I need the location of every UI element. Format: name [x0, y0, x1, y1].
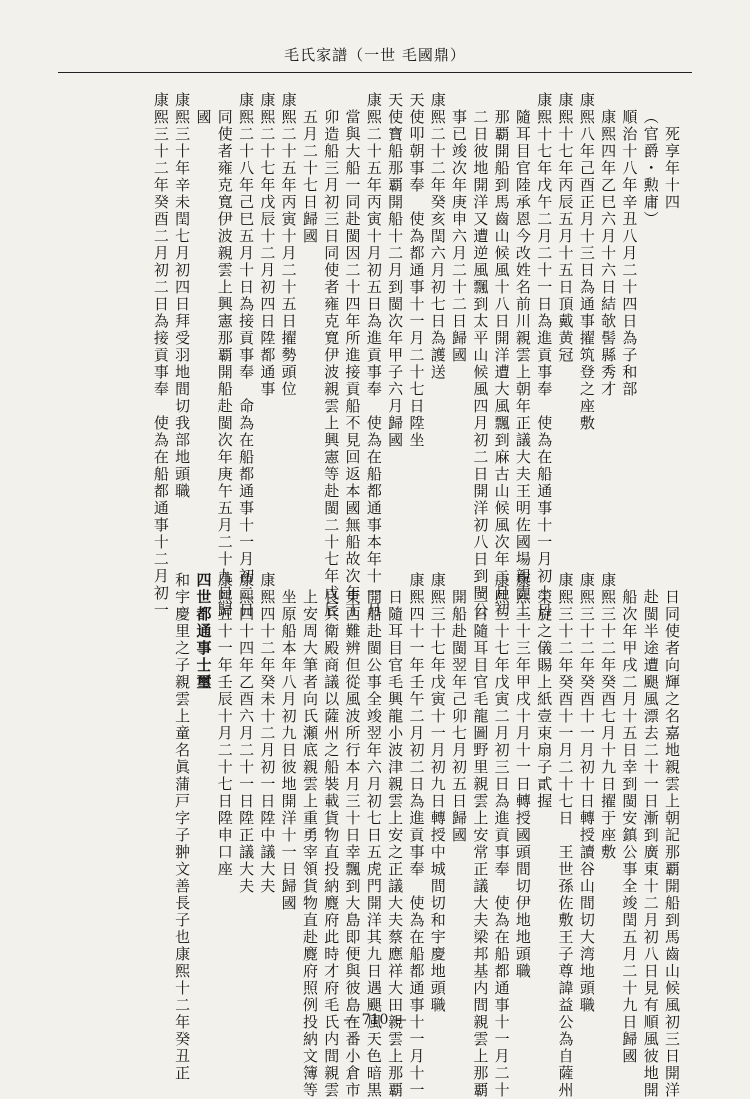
text-line: 東西難辨但從風波所行本月三十日幸飄到大島即便與彼島在番小倉市 — [343, 589, 362, 1099]
text-line: 日同使者向輝之名嘉地親雲上朝記那覇開船到馬齒山候風初三日開洋 — [663, 589, 681, 1099]
text-line: 上安周大筆者向氏瀬底親雲上重勇宰領貨物直赴麑府照例投納文簿等 — [300, 589, 319, 1099]
text-line: 事已竣次年庚申六月二十二日歸國 — [450, 109, 469, 364]
text-line: 坐原船本年八月初九日彼地開洋十一日歸國 — [279, 589, 298, 912]
text-line: 赴閩半途遭颶風漂去二十一日漸到廣東十二月初八日見有順風彼地開 — [641, 589, 660, 1099]
text-line: 康熙三十年辛未閏七月初四日拜受羽地間切我部地頭職 — [173, 92, 192, 500]
text-line: 良兵衛殿商議以薩州之船裝載貨物直投納麑府此時才府毛氏内間親雲 — [322, 589, 341, 1099]
text-line: 康熙四十四年乙酉六月二十一日陞正議大夫 — [237, 572, 256, 895]
text-line: 天使寶船那覇開船十二月到閩次年甲子六月歸國 — [386, 92, 405, 449]
top-text-block — [150, 92, 682, 619]
text-line: 康熙三十二年癸酉二月初二日為接貢事奉 使為在船都通事十二月初一 — [151, 92, 170, 619]
text-line: 隨耳目官陸承恩今改姓名前川親雲上朝年正議大夫王明佐國場親雲上 — [513, 109, 532, 619]
text-line: 二日隨耳目官毛龍圖野里親雲上安常正議大夫梁邦基内間親雲上那覇 — [471, 589, 490, 1099]
page-number: — 710 — — [343, 1012, 407, 1028]
text-line: 同使者雍克寬伊波親雲上興憲那覇開船赴閩次年庚午五月二十九日歸 — [215, 109, 234, 619]
text-line: 康熙八年己酉正月十三日為通事擢筑登之座敷 — [577, 92, 596, 432]
text-line: 康熙二十五年丙寅十月初五日為進貢事奉 使為在船都通事本年十一月 — [364, 92, 383, 619]
text-line: 康熙二十五年丙寅十月二十五日擢勢頭位 — [279, 92, 298, 398]
text-line: 康熙十七年丙辰五月十五日頂戴黄冠 — [556, 92, 575, 364]
text-line: 開船赴閩翌年己卯七月初五日歸國 — [450, 589, 469, 844]
text-line: （官爵・勲庸） — [641, 109, 660, 228]
text-line: 船次年甲戌二月十五日幸到閩安鎮公事全竣閏五月二十九日歸國 — [620, 589, 639, 1065]
text-line: 卯造船三月初三日同使者雍克寬伊波親雲上興憲等赴閩二十七年戊辰 — [322, 109, 341, 619]
text-line: 二日彼地開洋又遭逆風飄到太平山候風四月初二日開洋初八日到閩公 — [471, 109, 490, 619]
text-line: 開船赴閩公事全竣翌年六月初七日五虎門開洋其九日遇颶風天色暗黒 — [364, 589, 383, 1099]
text-line: 康熙二十七年戊辰十二月初四日陞都通事 — [258, 92, 277, 398]
header-divider — [58, 72, 692, 73]
text-line: 國 — [194, 109, 213, 126]
text-line: 康熙四年乙巳六月十六日結欹髻縣秀才 — [599, 109, 618, 398]
text-line: 死享年十四 — [663, 126, 681, 211]
text-line: 康熙三十七年戊寅十一月初九日轉授中城間切和宇慶地頭職 — [428, 572, 447, 1014]
text-line: 康熙十七年戊午二月二十一日為進貢事奉 使為在船通事十一月初十日 — [535, 92, 554, 619]
text-line: 日隨耳目官毛興龍小波津親雲上安之正議大夫蔡應祥大田親雲上那覇 — [386, 589, 405, 1099]
text-line: 康熙四十二年癸未十二月初一日陞中議大夫 — [258, 572, 277, 895]
text-line: 康熙三十二年癸酉七月十九日擢于座敷 — [599, 572, 618, 861]
section-heading: 四世都通事士璽 — [194, 572, 213, 691]
text-line: 天使叩朝事奉 使為都通事十一月二十七日陞坐 — [407, 92, 426, 449]
text-line: 康熙五十一年壬辰十月二十七日陞申口座 — [215, 572, 234, 878]
text-line: 康熙三十三年甲戌十月十一日轉授國頭間切伊地地頭職 — [513, 572, 532, 980]
text-line: 康熙三十二年癸酉十一月二十七日 王世孫佐敷王子尊諱益公為自薩州 — [556, 572, 575, 1099]
text-line: 康熙三十七年戊寅二月初三日為進貢事奉 使為在船都通事十一月二十 — [492, 572, 511, 1099]
text-line: 和宇慶里之子親雲上童名眞蒲戸字子翀文善長子也康熙十二年癸丑正 — [173, 572, 192, 1082]
text-line: 那覇開船到馬齒山候風十八日開洋遭大風飄到麻古山候風次年二月初 — [492, 109, 511, 619]
page-header-title: 毛氏家譜（一世 毛國鼎） — [284, 46, 466, 64]
text-line: 當與大船一同赴閩因二十四年所進接貢船不見回返本國無船故次年丁 — [343, 109, 362, 619]
text-line: 五月二十七日歸國 — [300, 109, 319, 245]
text-line: 康熙二十二年癸亥閏六月初七日為護送 — [428, 92, 447, 381]
text-line: 榮旋之儀賜上紙壹束扇子貳握 — [535, 589, 554, 810]
text-line: 康熙二十八年己巳五月十日為接貢事奉 命為在船都通事十一月初二日 — [237, 92, 256, 619]
text-line: 康熙三十二年癸酉十一月初十日轉授讀谷山間切大湾地頭職 — [577, 572, 596, 1014]
text-line: 康熙四十一年壬午二月初二日為進貢事奉 使為在船都通事十一月十一 — [407, 572, 426, 1099]
text-line: 順治十八年辛丑八月二十四日為子和部 — [620, 109, 639, 398]
